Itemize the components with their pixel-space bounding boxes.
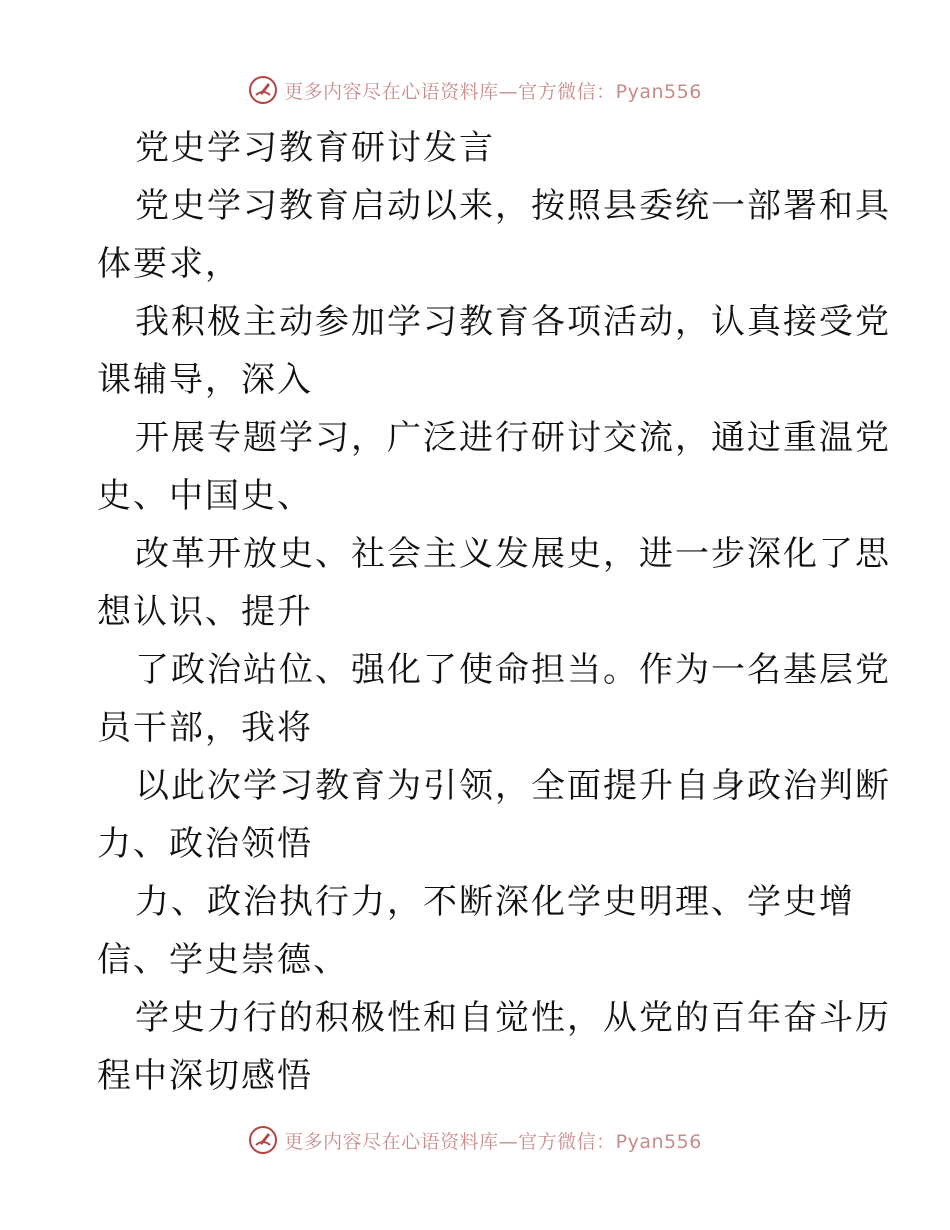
paragraph-line: 史、中国史、: [97, 476, 313, 516]
paragraph-line: 开展专题学习，广泛进行研讨交流，通过重温党: [135, 418, 891, 458]
paragraph-line: 党史学习教育启动以来，按照县委统一部署和具: [135, 186, 891, 226]
paragraph-line: 信、学史崇德、: [97, 940, 349, 980]
document-title: 党史学习教育研讨发言: [135, 128, 495, 168]
paragraph-line: 体要求，: [97, 244, 241, 284]
paragraph-line: 改革开放史、社会主义发展史，进一步深化了思: [135, 534, 891, 574]
paragraph-line: 程中深切感悟: [97, 1056, 313, 1096]
paragraph-line: 以此次学习教育为引领，全面提升自身政治判断: [135, 766, 891, 806]
paragraph-line: 力、政治领悟: [97, 824, 313, 864]
book-pen-logo-icon: [248, 75, 278, 105]
paragraph-line: 我积极主动参加学习教育各项活动，认真接受党: [135, 302, 891, 342]
paragraph-line: 了政治站位、强化了使命担当。作为一名基层党: [135, 650, 891, 690]
header-watermark-banner: [0, 70, 950, 110]
paragraph-line: 力、政治执行力，不断深化学史明理、学史增: [135, 882, 855, 922]
document-body: [97, 124, 891, 1110]
header-watermark-text: 更多内容尽在心语资料库—官方微信：Pyan556: [284, 80, 702, 103]
paragraph-line: 学史力行的积极性和自觉性，从党的百年奋斗历: [135, 998, 891, 1038]
footer-watermark-banner: [0, 1120, 950, 1160]
footer-watermark-text: 更多内容尽在心语资料库—官方微信：Pyan556: [284, 1130, 702, 1153]
paragraph-line: 想认识、提升: [97, 592, 313, 632]
paragraph-line: 员干部，我将: [97, 708, 313, 748]
paragraph-line: 课辅导，深入: [97, 360, 313, 400]
book-pen-logo-icon: [248, 1125, 278, 1155]
